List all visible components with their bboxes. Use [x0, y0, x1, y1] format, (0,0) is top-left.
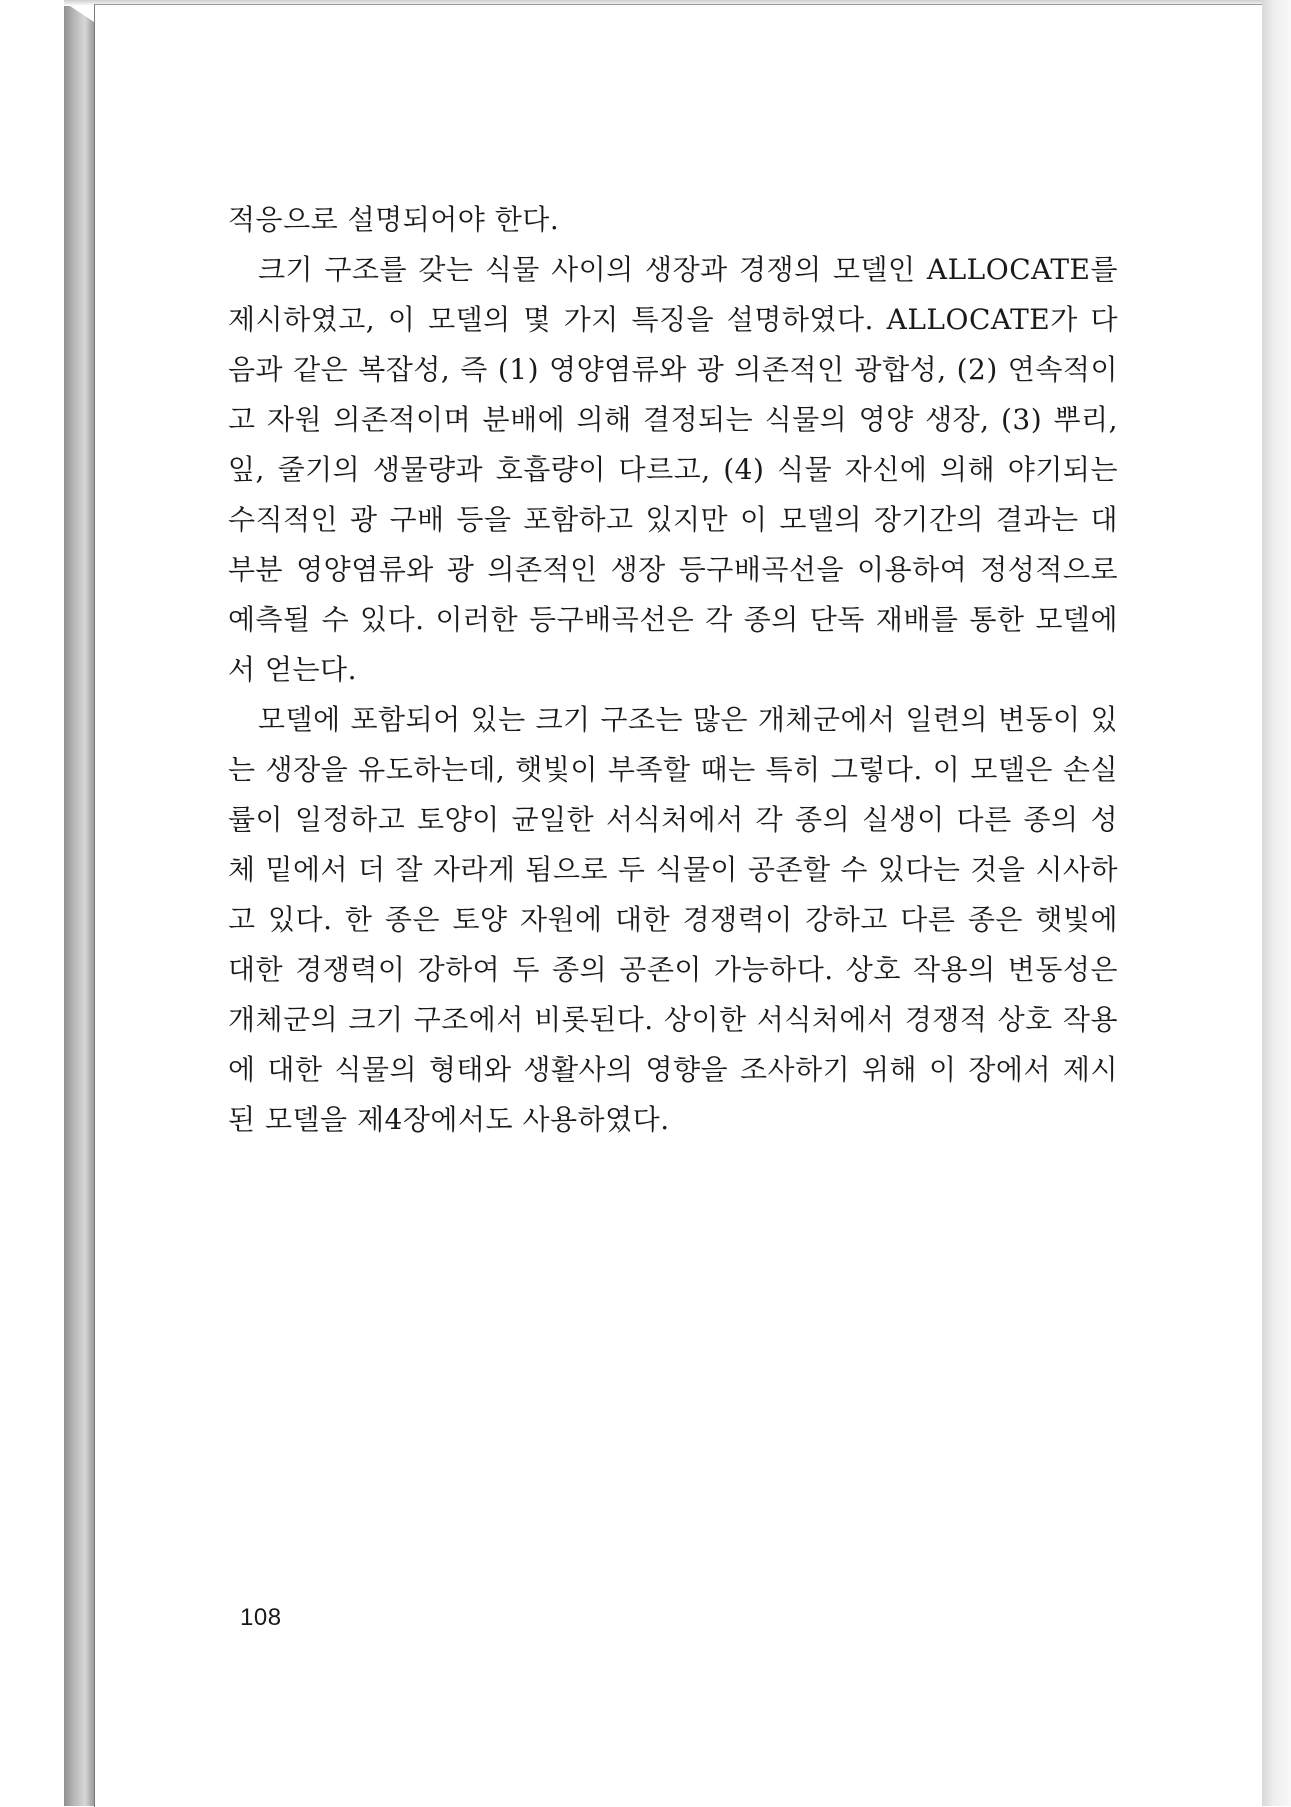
paragraph-3: 모델에 포함되어 있는 크기 구조는 많은 개체군에서 일련의 변동이 있는 생장을 유도하는데, 햇빛이 부족할 때는 특히 그렇다. 이 모델은 손실률이 일정하고 토양이 균일한 서식처에서 각 종의 실생이 다른 종의 성체 밑에서 더 잘 자라게 됨으로 두 식물이 공존할 수 있다는 것을 시사하고 있다. 한 종은 토양 자원에 대한 경쟁력이 강하고 다른 종은 햇빛에 대한 경쟁력이 강하여 두 종의 공존이 가능하다. 상호 작용의 변동성은 개체군의 크기 구조에서 비롯된다. 상이한 서식처에서 경쟁적 상호 작용에 대한 식물의 형태와 생활사의 영향을 조사하기 위해 이 장에서 제시된 모델을 제4장에서도 사용하였다. [228, 703, 1118, 1136]
paragraph-2: 크기 구조를 갖는 식물 사이의 생장과 경쟁의 모델인 ALLOCATE를 제시하였고, 이 모델의 몇 가지 특징을 설명하였다. ALLOCATE가 다음과 같은 복잡성, 즉 (1) 영양염류와 광 의존적인 광합성, (2) 연속적이고 자원 의존적이며 분배에 의해 결정되는 식물의 영양 생장, (3) 뿌리, 잎, 줄기의 생물량과 호흡량이 다르고, (4) 식물 자신에 의해 야기되는 수직적인 광 구배 등을 포함하고 있지만 이 모델의 장기간의 결과는 대부분 영양염류와 광 의존적인 생장 등구배곡선을 이용하여 정성적으로 예측될 수 있다. 이러한 등구배곡선은 각 종의 단독 재배를 통한 모델에서 얻는다. [228, 253, 1118, 686]
book-spine [64, 0, 94, 1806]
paragraph-1: 적응으로 설명되어야 한다. [228, 203, 560, 236]
body-text [228, 195, 1118, 1145]
page-edge-shadow [1262, 0, 1291, 1806]
page-number: 108 [240, 1604, 282, 1631]
